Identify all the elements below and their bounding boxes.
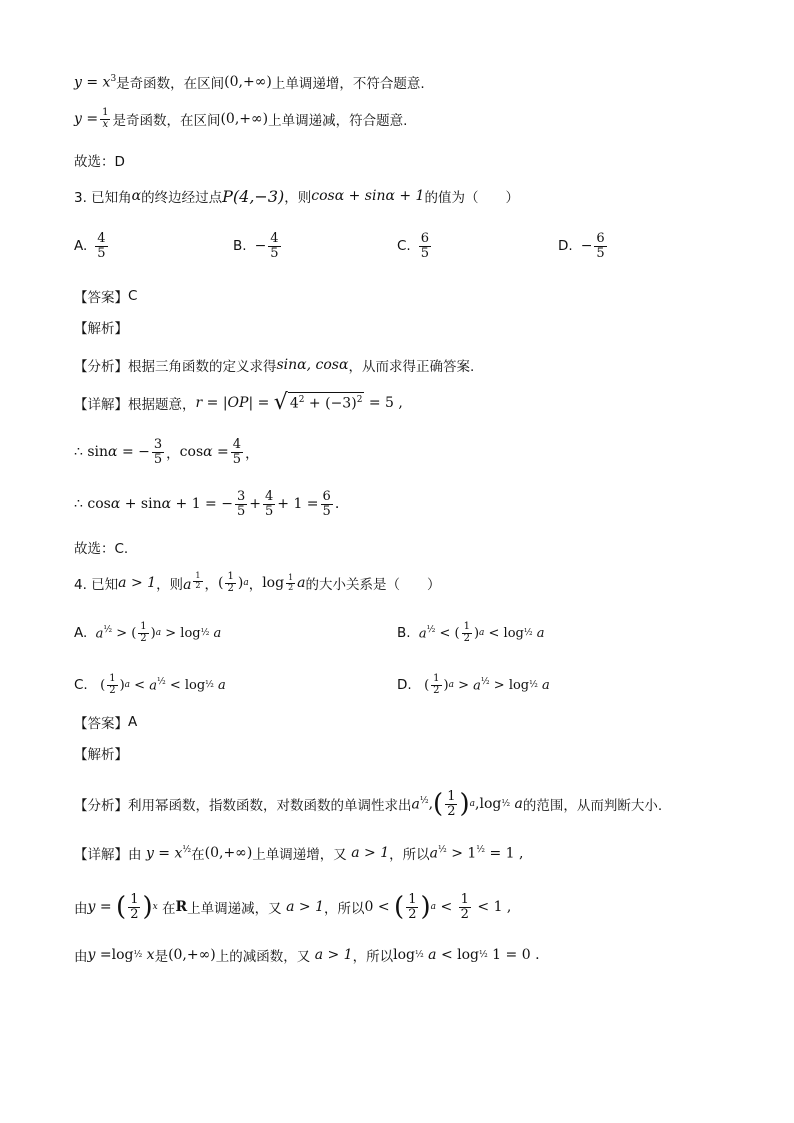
q3-option-b-frac: $\frac{4}{5}$ xyxy=(270,231,279,261)
q3-detail-2: ∴ sin α = − $\frac{3}{5}$ ， cos α = $\frac{4}{5}$ ， xyxy=(74,437,259,467)
q3-option-c: C. $\frac{6}{5}$ xyxy=(397,231,429,261)
q3-option-a-frac: $\frac{4}{5}$ xyxy=(97,231,106,261)
q4-detail-3: 由 y = log ½ x 是 (0,+∞) 上的减函数，又 a > 1 ，所以 log ½ a < log ½ 1 = 0 . xyxy=(74,947,540,965)
math-y-eq-x3: $y = x^3$ xyxy=(74,73,117,91)
q2-line1-text: 是奇函数，在区间 xyxy=(116,76,225,92)
q4-answer: 【答案】 A xyxy=(74,714,138,732)
frac-1-over-x: $\frac{1}{x}$ xyxy=(102,107,109,130)
q3-analysis-tag: 【解析】 xyxy=(74,321,128,337)
math-y-eq-1-over-x: y = xyxy=(74,111,99,127)
q4-detail-1: 【详解】 由 $y = x^{\frac{1}{2}}$ 在 (0,+∞) 上单调递增，又 a > 1 ，所以 $a^{\frac{1}{2}}$ > $1^{\frac{1}{2}} = 1$ , xyxy=(74,844,524,863)
q3-stem-end: 的值为（ ） xyxy=(424,190,519,206)
q3-fenxi: 【分析】 根据三角函数的定义求得 sinα, cosα ，从而求得正确答案. xyxy=(74,357,475,375)
q3-stem-prefix: 3. 已知角 xyxy=(74,190,132,206)
q4-option-c: C. ( $\frac{1}{2}$ ) a < $a^{\frac{1}{2}}$ < log ½ a xyxy=(74,673,226,696)
math-alpha: α xyxy=(131,188,142,204)
q3-stem-mid2: ，则 xyxy=(284,190,312,206)
q4-fenxi: 【分析】 利用幂函数，指数函数，对数函数的单调性求出 $a^{\frac{1}{2}}$ , ( $\frac{1}{2}$ ) a ,log ½ a 的范围，从而判断大小. xyxy=(74,789,663,820)
q3-option-c-frac: $\frac{6}{5}$ xyxy=(420,231,429,261)
q2-line2-end: 上单调递减，符合题意. xyxy=(268,113,408,129)
q4-analysis-tag: 【解析】 xyxy=(74,747,128,763)
q2-line1-interval: (0,+∞) xyxy=(224,74,272,90)
q3-expr: cosα + sinα + 1 xyxy=(311,188,425,204)
math-r-eq-op: r = |OP| = xyxy=(195,395,274,411)
q2-line2-text: 是奇函数，在区间 xyxy=(112,113,221,129)
q3-option-d-frac: $\frac{6}{5}$ xyxy=(596,231,605,261)
q3-option-a: A. $\frac{4}{5}$ xyxy=(74,231,106,261)
q3-point: P(4,−3) xyxy=(222,186,285,206)
q3-option-d: D. − $\frac{6}{5}$ xyxy=(558,231,605,261)
q2-line2-interval: (0,+∞) xyxy=(220,111,269,127)
q3-detail-3: ∴ cos α + sin α + 1 = − $\frac{3}{5}$ + $\frac{4}{5}$ + 1 = $\frac{6}{5}$ . xyxy=(74,489,340,519)
q3-stem xyxy=(74,186,519,206)
sqrt-expression: √ $4^2 + (-3)^2$ xyxy=(273,390,363,415)
q4-stem: 4. 已知 a > 1 ，则 a $^{\frac{1}{2}}$ ， ( $\frac{1}{2}$ ) a ， log $\frac{1}{2}$ a 的大小关系是（ ） xyxy=(74,571,441,594)
q3-option-b: B. − $\frac{4}{5}$ xyxy=(233,231,279,261)
q4-option-a: A. $a^{\frac{1}{2}}$ > ( $\frac{1}{2}$ ) a > log ½ a xyxy=(74,621,222,644)
q3-answer: 【答案】 C xyxy=(74,288,138,306)
q3-stem-mid: 的终边经过点 xyxy=(141,190,223,206)
q2-line-1 xyxy=(74,72,425,92)
q2-line1-end: 上单调递增，不符合题意. xyxy=(271,76,425,92)
q2-line-2 xyxy=(74,108,407,130)
q3-choice: 故选：C. xyxy=(74,541,129,557)
q2-choice: 故选：D xyxy=(74,154,125,170)
q4-option-d: D. ( $\frac{1}{2}$ ) a > $a^{\frac{1}{2}}$ > log ½ a xyxy=(397,673,550,696)
q3-detail-1: 【详解】 根据题意， r = |OP| = √ $4^2 + (-3)^2$ = 5 , xyxy=(74,390,403,415)
q4-option-b: B. $a^{\frac{1}{2}}$ < ( $\frac{1}{2}$ ) a < log ½ a xyxy=(397,621,545,644)
q4-detail-2: 由 y = ( $\frac{1}{2}$ ) x 在 R 上单调递减，又 a > 1 ，所以 0 < ( $\frac{1}{2}$ ) a < $\frac{1}{2}$ < 1 , xyxy=(74,892,512,923)
